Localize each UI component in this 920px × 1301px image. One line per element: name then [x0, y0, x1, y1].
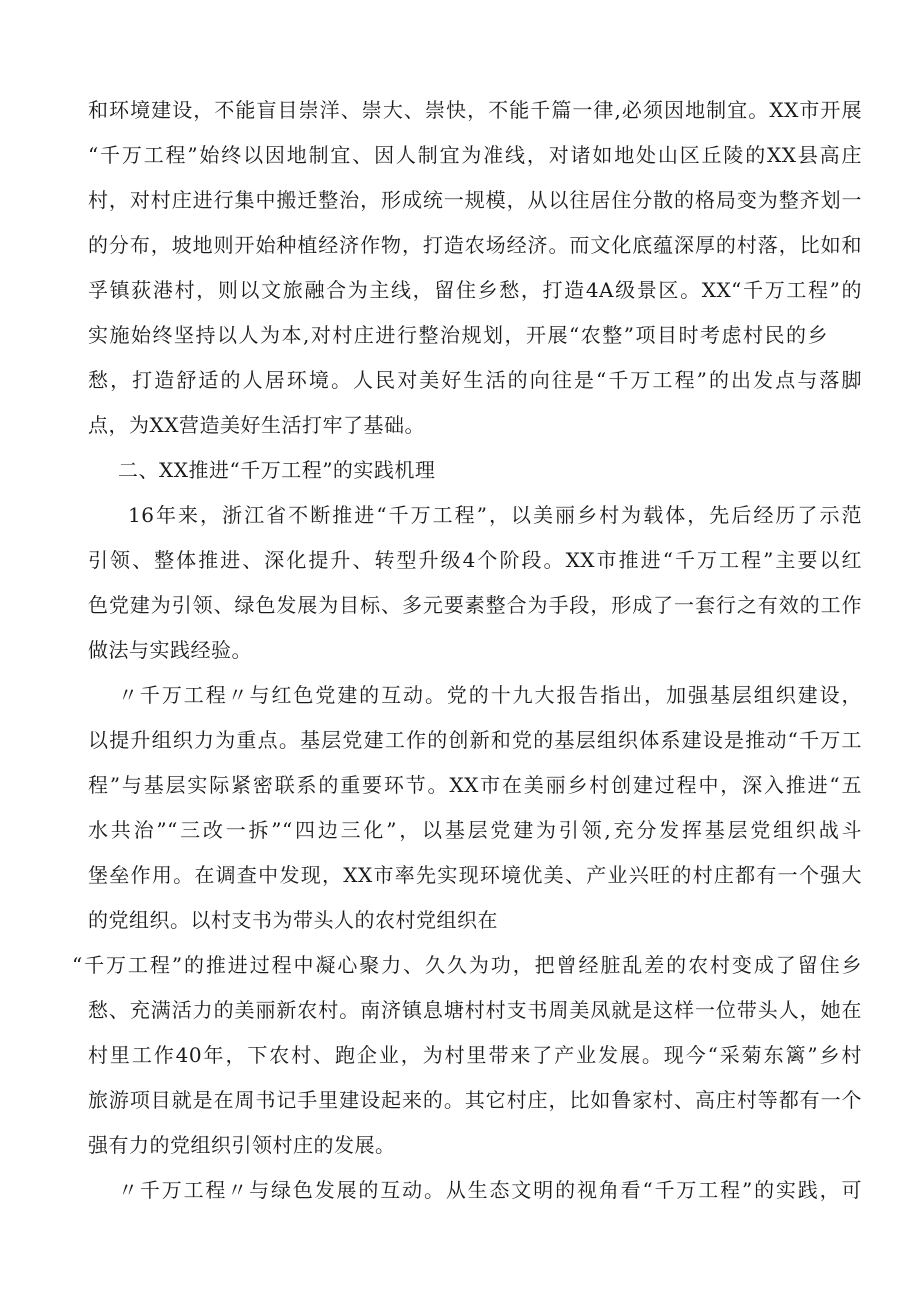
section-heading: 二、XX推进“千万工程”的实践机理 — [118, 458, 436, 482]
text-line: 以提升组织力为重点。基层党建工作的创新和党的基层组织体系建设是推动“千万工 — [88, 728, 862, 752]
text-line: 愁、充满活力的美丽新农村。南济镇息塘村村支书周美凤就是这样一位带头人，她在 — [88, 998, 862, 1022]
text-line: 〃千万工程〃与绿色发展的互动。从生态文明的视角看“千万工程”的实践，可 — [118, 1178, 862, 1202]
text-line: 堡垒作用。在调查中发现，XX市率先实现环境优美、产业兴旺的村庄都有一个强大 — [88, 863, 862, 887]
text-line: 孚镇荻港村，则以文旅融合为主线，留住乡愁，打造4A级景区。XX“千万工程”的 — [88, 278, 862, 302]
text-line: 16年来，浙江省不断推进“千万工程”，以美丽乡村为载体，先后经历了示范 — [128, 503, 862, 527]
text-line: 水共治”“三改一拆”“四边三化”，以基层党建为引领,充分发挥基层党组织战斗 — [88, 818, 862, 842]
text-line: “千万工程”始终以因地制宜、因人制宜为准线，对诸如地处山区丘陵的XX县高庄 — [88, 143, 862, 167]
text-line: 引领、整体推进、深化提升、转型升级4个阶段。XX市推进“千万工程”主要以红 — [88, 548, 862, 572]
text-line: 〃千万工程〃与红色党建的互动。党的十九大报告指出，加强基层组织建设， — [118, 683, 862, 707]
text-line: 旅游项目就是在周书记手里建设起来的。其它村庄，比如鲁家村、高庄村等都有一个 — [88, 1088, 862, 1112]
text-line: 村，对村庄进行集中搬迁整治，形成统一规模，从以往居住分散的格局变为整齐划一 — [88, 188, 862, 212]
text-line: 村里工作40年，下农村、跑企业，为村里带来了产业发展。现今“采菊东篱”乡村 — [88, 1043, 862, 1067]
text-line: 做法与实践经验。 — [88, 638, 252, 662]
text-line: 和环境建设，不能盲目崇洋、崇大、崇快，不能千篇一律,必须因地制宜。XX市开展 — [88, 98, 862, 122]
text-line: 强有力的党组织引领村庄的发展。 — [88, 1133, 396, 1157]
text-line: 的分布，坡地则开始种植经济作物，打造农场经济。而文化底蕴深厚的村落，比如和 — [88, 233, 862, 257]
text-line: 实施始终坚持以人为本,对村庄进行整治规划，开展“农整”项目时考虑村民的乡 — [88, 323, 828, 347]
text-line: 的党组织。以村支书为带头人的农村党组织在 — [88, 908, 498, 932]
text-line: 程”与基层实际紧密联系的重要环节。XX市在美丽乡村创建过程中，深入推进“五 — [88, 773, 862, 797]
text-line: “千万工程”的推进过程中凝心聚力、久久为功，把曾经脏乱差的农村变成了留住乡 — [72, 953, 862, 977]
text-line: 点，为XX营造美好生活打牢了基础。 — [88, 413, 425, 437]
text-line: 色党建为引领、绿色发展为目标、多元要素整合为手段，形成了一套行之有效的工作 — [88, 593, 862, 617]
text-line: 愁，打造舒适的人居环境。人民对美好生活的向往是“千万工程”的出发点与落脚 — [88, 368, 862, 392]
